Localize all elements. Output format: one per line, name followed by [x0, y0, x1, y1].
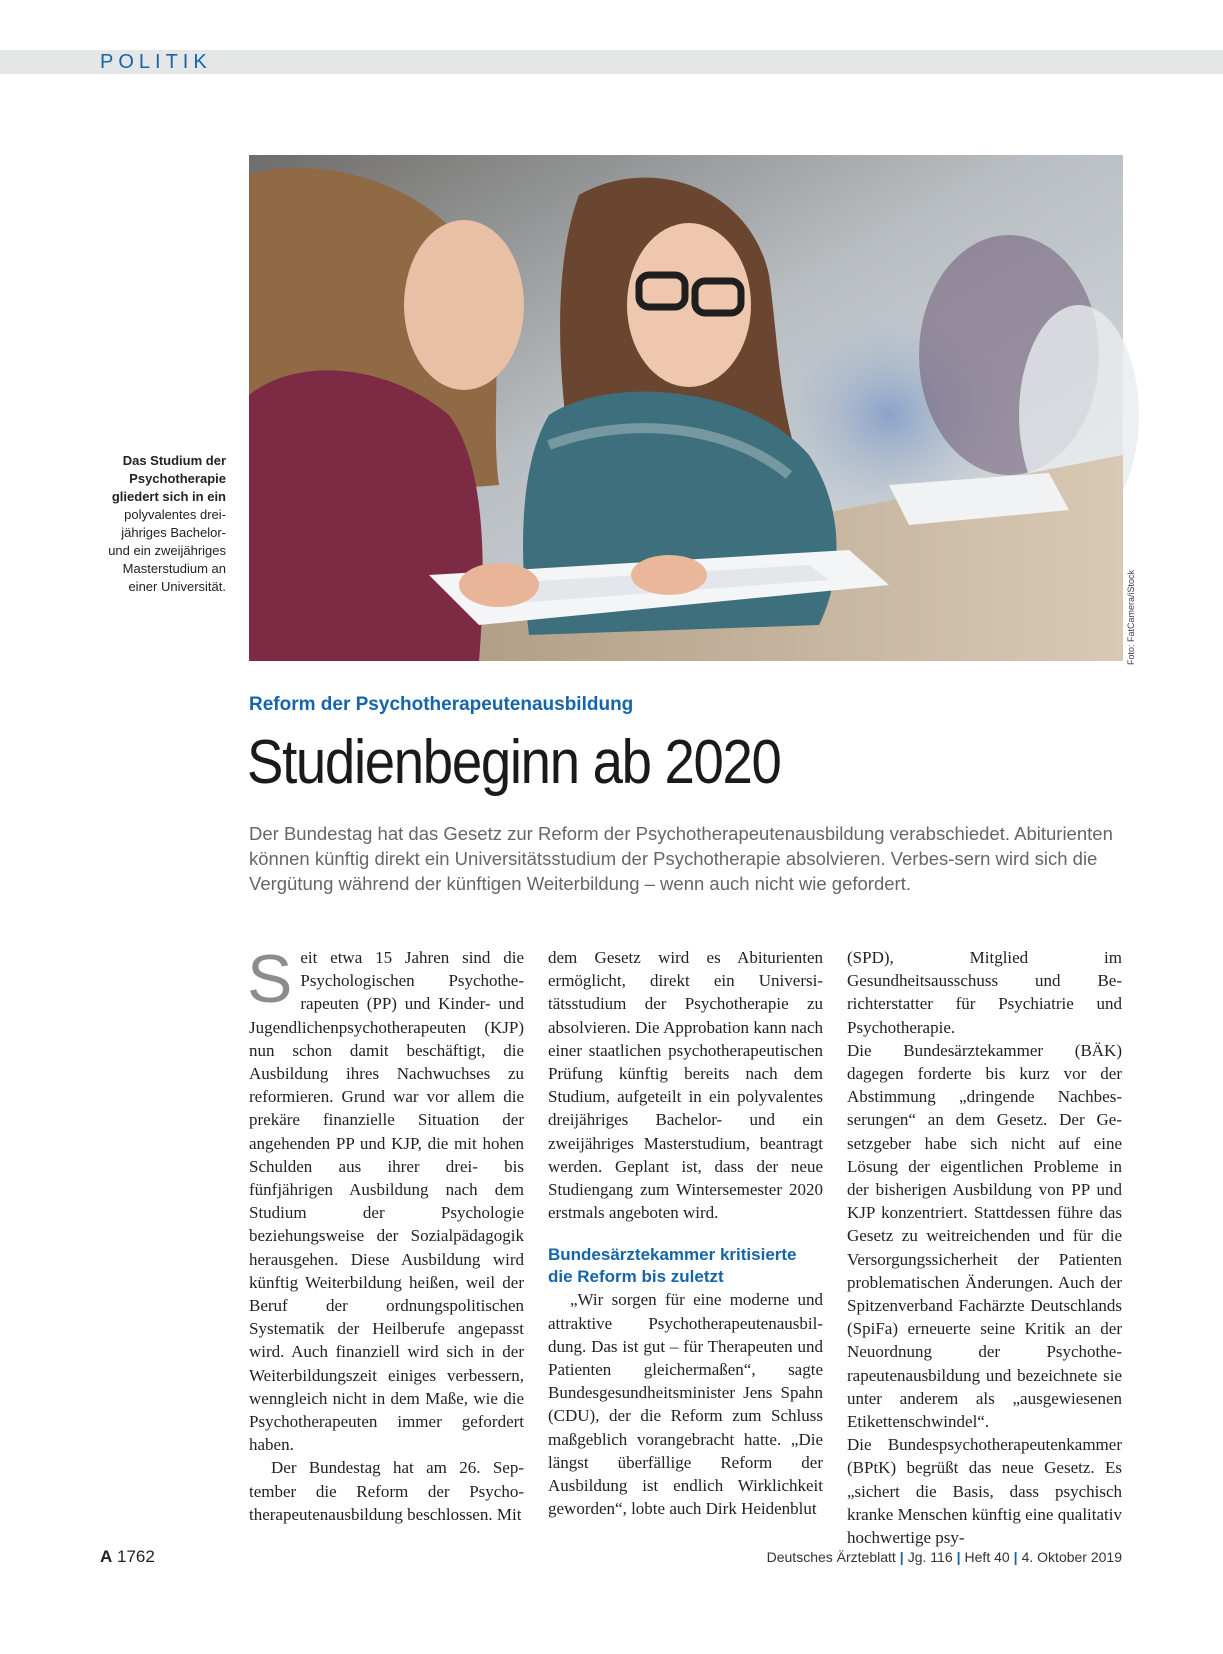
caption-line: und ein zweijähriges	[108, 543, 226, 558]
photo-caption	[60, 452, 226, 596]
body-paragraph-continued: dem Gesetz wird es Abiturienten ermöglicht, direkt ein Universitätsstudium der Psychotherapie zu absolvieren. Die Approbation kann nach einer staatlichen psychotherapeutischen Prüfung künftig bereits nach dem Studium, aufgeteilt in ein polyvalentes dreijähriges Bachelor- und ein zweijähriges Masterstudium, beantragt werden. Geplant ist, dass der neue Studiengang zum Wintersemester 2020 erstmals angeboten wird.	[548, 948, 823, 1223]
body-paragraph-continued: Die Bundespsychotherapeutenkammer (BPtK) begrüßt das neue Gesetz. Es „sichert die Basis, dass psychisch kranke Menschen künftig eine qualitativ hochwertige psy-	[847, 1435, 1122, 1548]
journal-date: 4. Oktober 2019	[1021, 1549, 1122, 1565]
caption-line: jähriges Bachelor-	[121, 525, 226, 540]
body-paragraph: Seit etwa 15 Jahren sind die Psychologischen Psychotherapeuten (PP) und Kinder- und Jugendlichenpsychotherapeuten (KJP) nun schon damit beschäftigt, die Ausbildung ihres Nachwuchses zu reformieren. Grund war vor allem die prekäre finanzielle Situation der angehenden PP und KJP, die mit hohen Schulden aus ihrer drei- bis fünfjährigen Ausbildung nach dem Studium der Psychologie beziehungsweise der Sozialpädagogik herausgehen. Diese Ausbildung wird künftig Weiterbildung heißen, weil der Beruf der ordnungspolitischen Systematik der Heilberufe angepasst wird. Auch finanziell wird sich in der Weiterbildungszeit einiges verbessern, wenngleich nicht in dem Maße, wie die Psychotherapeuten immer gefordert haben.	[247, 941, 524, 1455]
text-column-3	[847, 946, 1122, 1548]
article-title: Studienbeginn ab 2020	[247, 728, 781, 797]
body-paragraph-continued: Die Bundesärztekammer (BÄK) dagegen forderte bis kurz vor der Abstimmung „dringende Nachbesserungen“ an dem Gesetz. Der Gesetzgeber habe sich nicht auf eine Lösung der eigentlichen Probleme in der bisherigen Ausbildung von PP und KJP konzentriert. Stattdessen führe das Gesetz zu weitreichenden und für die Versorgungssicherheit der Patienten problematischen Änderungen. Auch der Spitzenverband Fachärzte Deutschlands (SpiFa) erneuerte seine Kritik an der Neuordnung der Psychotherapeutenausbildung und bezeichnete sie unter anderem als „ausgewiesenen Etikettenschwindel“.	[847, 1040, 1122, 1432]
page-number: A 1762	[100, 1547, 155, 1566]
photo-credit: Foto: FatCamera/iStock	[1126, 569, 1136, 665]
subheading: Bundesärztekammer kritisierte die Reform bis zuletzt	[548, 1245, 797, 1287]
journal-volume: Jg. 116	[907, 1549, 953, 1565]
article-lead: Der Bundestag hat das Gesetz zur Reform der Psychotherapeutenausbildung verabschiedet. Abiturienten können künftig direkt ein Universitätsstudium der Psychotherapie absolvieren. Verbes-sern wird sich die Vergütung während der künftigen Weiterbildung – wenn auch nicht wie gefordert.	[249, 823, 1113, 894]
drop-cap: S	[247, 941, 293, 1017]
body-paragraph: Der Bundestag hat am 26. September die Reform der Psychotherapeutenausbildung beschlossen. Mit	[249, 1458, 524, 1524]
caption-line: einer Universität.	[128, 579, 226, 594]
caption-line: Psychotherapie	[129, 471, 226, 486]
article-photo	[249, 155, 1123, 661]
caption-line: Masterstudium an	[122, 561, 226, 576]
body-paragraph: „Wir sorgen für eine moderne und attraktive Psychotherapeutenausbildung. Das ist gut – für Therapeuten und Patienten gleichermaßen“, sagte Bundesgesundheitsminister Jens Spahn (CDU), der die Reform zum Schluss maßgeblich vorangebracht hatte. „Die längst überfällige Reform der Ausbildung ist endlich Wirklichkeit geworden“, lobte auch Dirk Heidenblut	[548, 1290, 823, 1519]
journal-issue: Heft 40	[964, 1549, 1010, 1565]
section-label: POLITIK	[100, 51, 212, 73]
caption-line: Das Studium der	[122, 453, 226, 468]
caption-line: polyvalentes drei-	[124, 507, 226, 522]
text-column-1	[247, 941, 524, 1526]
journal-name: Deutsches Ärzteblatt	[766, 1549, 896, 1565]
article-kicker: Reform der Psychotherapeutenausbildung	[249, 694, 634, 715]
journal-footer: Deutsches Ärzteblatt | Jg. 116 | Heft 40 | 4. Oktober 2019	[766, 1549, 1122, 1565]
text-column-2	[548, 946, 823, 1520]
caption-line: gliedert sich in ein	[111, 489, 226, 504]
body-paragraph-continued: (SPD), Mitglied im Gesundheitsausschuss und Berichterstatter für Psychiatrie und Psychotherapie.	[847, 948, 1122, 1037]
